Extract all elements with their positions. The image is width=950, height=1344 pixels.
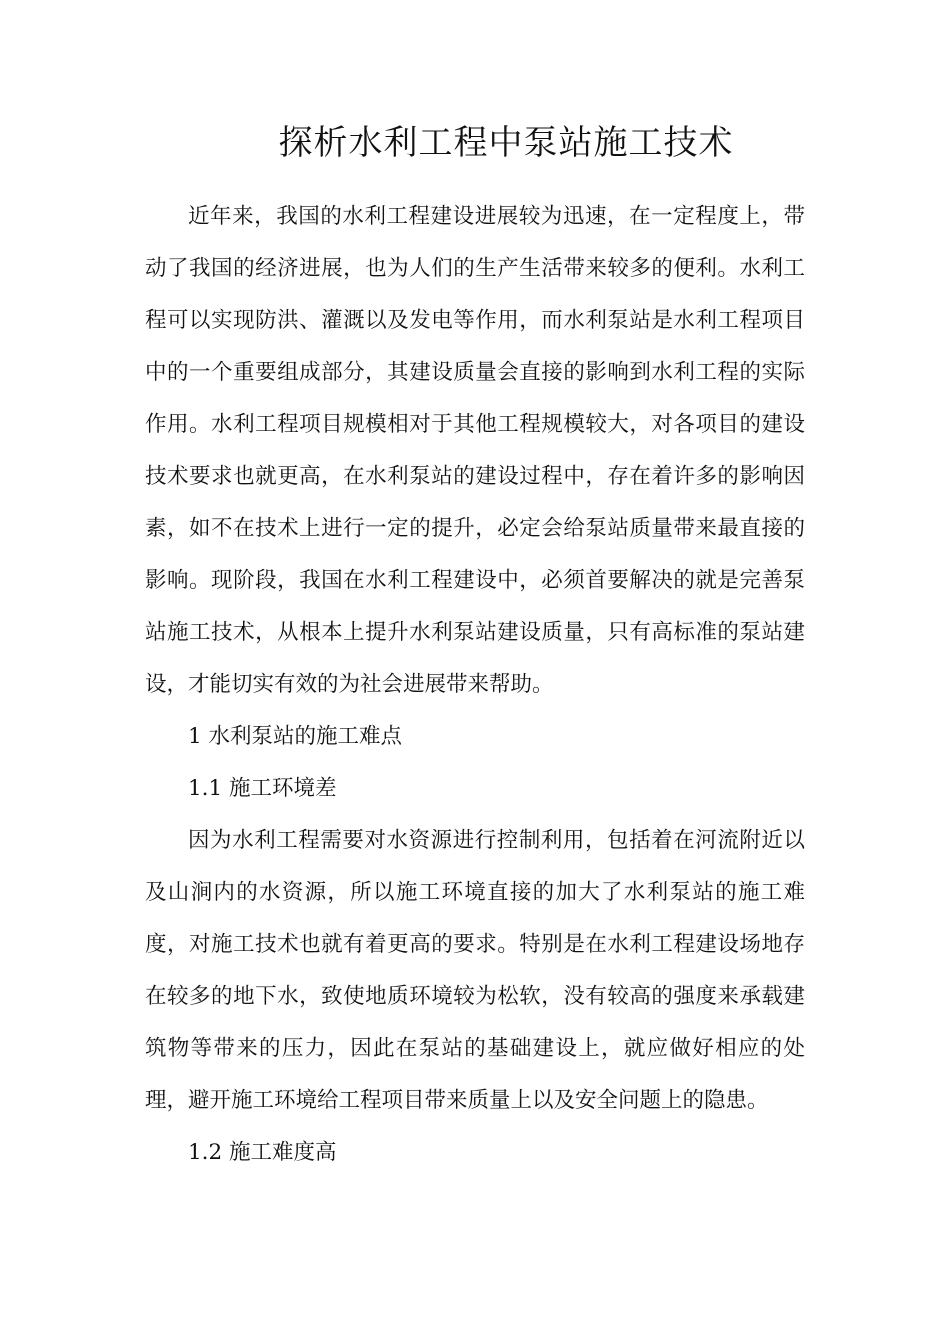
intro-paragraph: 近年来，我国的水利工程建设进展较为迅速，在一定程度上，带动了我国的经济进展，也为人们的生产生活带来较多的便利。水利工程可以实现防洪、灌溉以及发电等作用，而水利泵站是水利工程项目中的一个重要组成部分，其建设质量会直接的影响到水利工程的实际作用。水利工程项目规模相对于其他工程规模较大，对各项目的建设技术要求也就更高，在水利泵站的建设过程中，存在着许多的影响因素，如不在技术上进行一定的提升，必定会给泵站质量带来最直接的影响。现阶段，我国在水利工程建设中，必须首要解决的就是完善泵站施工技术，从根本上提升水利泵站建设质量，只有高标准的泵站建设，才能切实有效的为社会进展带来帮助。 — [145, 204, 805, 697]
document-body — [145, 191, 805, 1179]
document-title: 探析水利工程中泵站施工技术 — [278, 123, 734, 163]
subsection-heading-1-2: 1.2 施工难度高 — [188, 1140, 337, 1165]
subsection-heading-1-1: 1.1 施工环境差 — [188, 776, 337, 801]
section-1-1-paragraph: 因为水利工程需要对水资源进行控制利用，包括着在河流附近以及山涧内的水资源，所以施工环境直接的加大了水利泵站的施工难度，对施工技术也就有着更高的要求。特别是在水利工程建设场地存在较多的地下水，致使地质环境较为松软，没有较高的强度来承载建筑物等带来的压力，因此在泵站的基础建设上，就应做好相应的处理，避开施工环境给工程项目带来质量上以及安全问题上的隐患。 — [145, 828, 805, 1113]
section-heading-1: 1 水利泵站的施工难点 — [188, 724, 403, 749]
